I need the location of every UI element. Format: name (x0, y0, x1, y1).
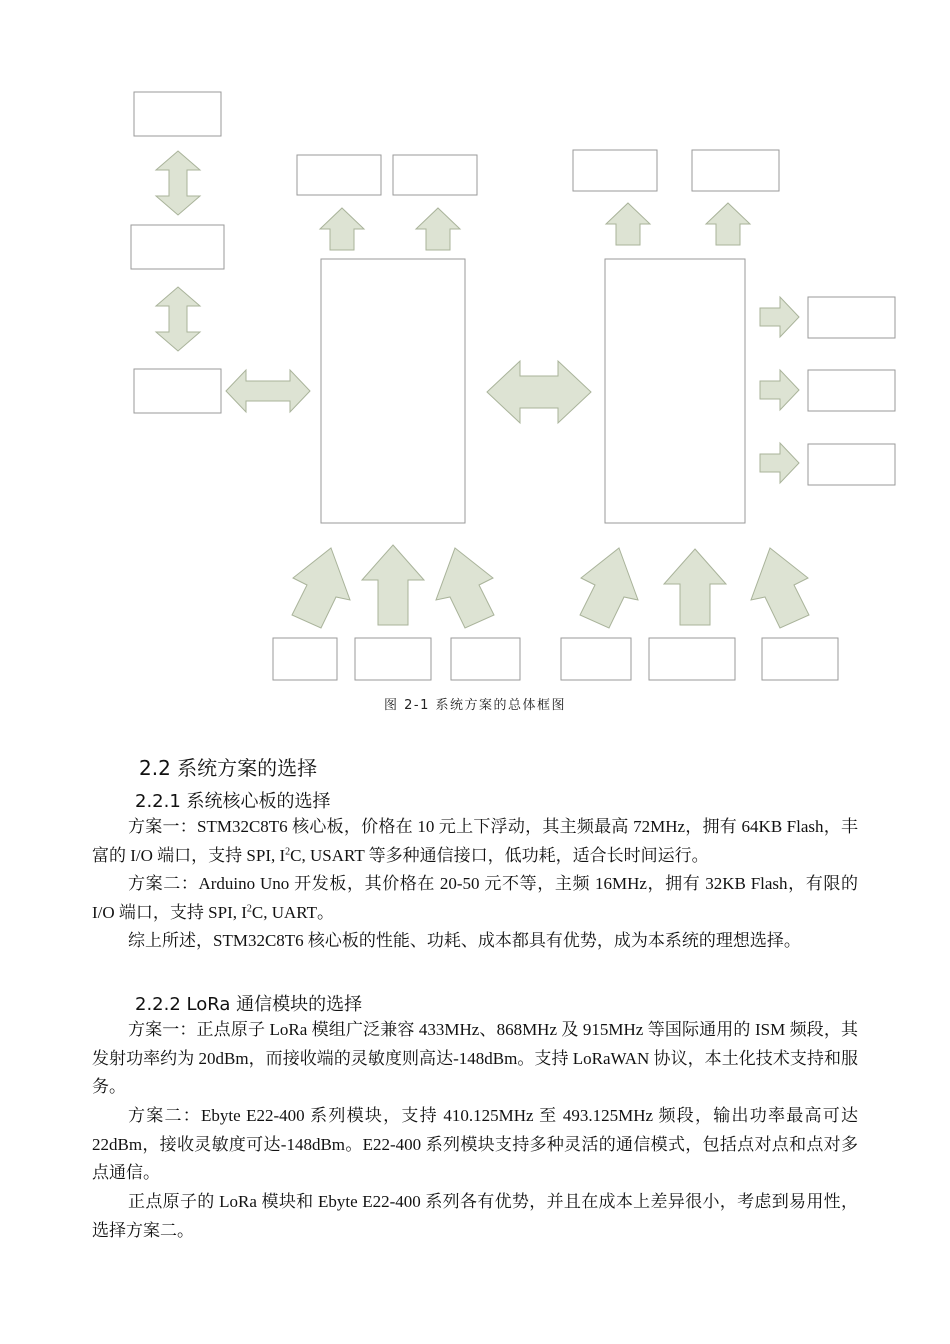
paragraph-core-board-conclusion: 综上所述，STM32C8T6 核心板的性能、功耗、成本都具有优势，成为本系统的理想选择。 (128, 931, 801, 950)
right-output-box-1 (808, 297, 895, 338)
subsection-heading-core-board: 2.2.1 系统核心板的选择 (135, 791, 331, 812)
up-arrow-2 (416, 208, 460, 250)
subsection-heading-lora-module: 2.2.2 LoRa 通信模块的选择 (135, 994, 363, 1015)
input-arrow-6 (751, 548, 809, 628)
sensor-box-4 (561, 638, 631, 680)
main-controller-block (321, 259, 465, 523)
sensor-box-6 (762, 638, 838, 680)
right-output-box-3 (808, 444, 895, 485)
horizontal-double-arrow-left (226, 370, 310, 412)
sensor-box-5 (649, 638, 735, 680)
vertical-double-arrow-2 (156, 287, 200, 351)
paragraph-lora-option-2: 方案二：Ebyte E22-400 系列模块，支持 410.125MHz 至 493.125MHz 频段，输出功率最高可达 22dBm，接收灵敏度可达-148dBm。E22-400 系列模块支持多种灵活的通信模式，包括点对点和点对多点通信。 (92, 1106, 858, 1182)
section-heading: 2.2 系统方案的选择 (139, 756, 318, 780)
top-output-box-2 (393, 155, 477, 195)
right-arrow-2 (760, 370, 799, 410)
top-output-box-3 (573, 150, 657, 191)
vertical-double-arrow-1 (156, 151, 200, 215)
paragraph-option-1-stm32: 方案一：STM32C8T6 核心板，价格在 10 元上下浮动，其主频最高 72MHz，拥有 64KB Flash，丰富的 I/O 端口，支持 SPI, $I^2C$, USART 等多种通信接口，低功耗，适合长时间运行。 (92, 817, 858, 865)
left-top-module-box (134, 92, 221, 136)
top-output-box-4 (692, 150, 779, 191)
input-arrow-2 (362, 545, 424, 625)
input-arrow-3 (436, 548, 494, 628)
sensor-box-2 (355, 638, 431, 680)
horizontal-double-arrow-center (487, 361, 591, 423)
right-arrow-1 (760, 297, 799, 337)
secondary-controller-block (605, 259, 745, 523)
up-arrow-4 (706, 203, 750, 245)
up-arrow-1 (320, 208, 364, 250)
figure-caption: 图 2-1 系统方案的总体框图 (384, 698, 566, 713)
input-arrow-1 (292, 548, 350, 628)
paragraph-lora-option-1: 方案一：正点原子 LoRa 模组广泛兼容 433MHz、868MHz 及 915MHz 等国际通用的 ISM 频段，其发射功率约为 20dBm，而接收端的灵敏度则高达-148dBm。支持 LoRaWAN 协议，本土化技术支持和服务。 (92, 1020, 858, 1096)
right-arrow-3 (760, 443, 799, 483)
sensor-box-3 (451, 638, 520, 680)
left-middle-module-box (131, 225, 224, 269)
paragraph-lora-conclusion: 正点原子的 LoRa 模块和 Ebyte E22-400 系列各有优势，并且在成本上差异很小，考虑到易用性，选择方案二。 (92, 1192, 858, 1240)
left-bottom-module-box (134, 369, 221, 413)
input-arrow-4 (580, 548, 638, 628)
paragraph-option-2-arduino: 方案二：Arduino Uno 开发板，其价格在 20-50 元不等，主频 16MHz，拥有 32KB Flash，有限的 I/O 端口，支持 SPI, $I^2C$, UART。 (92, 874, 858, 922)
top-output-box-1 (297, 155, 381, 195)
input-arrow-5 (664, 549, 726, 625)
right-output-box-2 (808, 370, 895, 411)
up-arrow-3 (606, 203, 650, 245)
sensor-box-1 (273, 638, 337, 680)
